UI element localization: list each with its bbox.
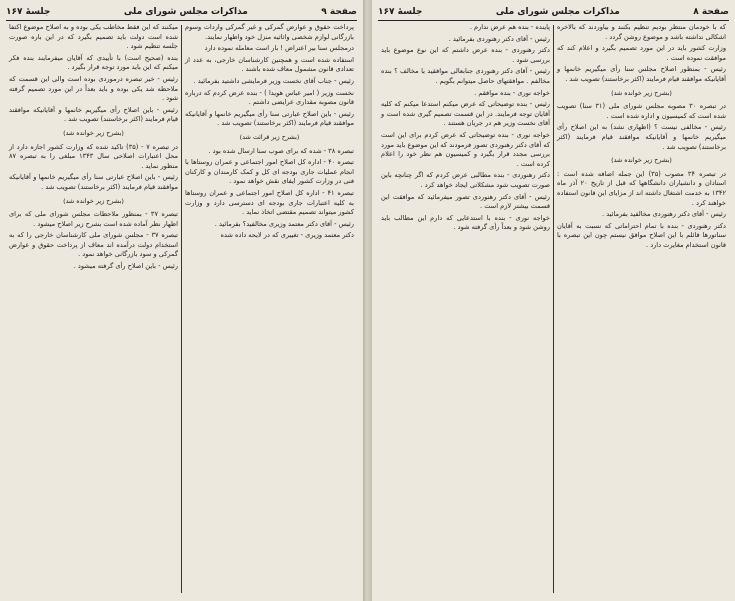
paragraph: رئیس - باین اصلاح عبارتی سنا رأی میگیریم خانمها و آقایانیکه موافقند قیام فرمایند (اکثر برخاستند) تصویب شد . xyxy=(185,109,354,128)
paragraph: رئیس - آقای دکتر رهنوردی تصور میفرمائید که موافقت این قسمت بیشتر لازم است . xyxy=(381,192,550,211)
paragraph: در تبصره ۳۴ مصوب (۳۵) این جمله اضافه شده است : استادان و دانشیاران دانشگاهها که قبل از تاریخ ۲۰ آذر ماه ۱۳۴۲ به خدمت اشتغال داشته اند از مزایای این قانون استفاده خواهند کرد . xyxy=(557,169,727,207)
left-page-number: صفحة ٩ xyxy=(321,7,357,17)
right-page-column-2 xyxy=(378,23,553,595)
column-divider xyxy=(181,25,182,593)
paragraph: دکتر رهنوردی - بنده با تمام احتراماتی که نسبت به آقایان سناتورها قائلم با این اصلاح موافق نیستم چون این تبصره با قانون استخدام مغایرت دارد . xyxy=(557,221,726,249)
paragraph: رئیس - آقای دکتر معتمد وزیری مخالفید؟ بفرمائید . xyxy=(214,219,354,228)
paragraph: خواجه نوری - بنده توضیحاتی که عرض کردم برای این است که آقای دکتر رهنوردی تصور فرمودند که این موضوع باید مورد بررسی مجدد قرار بگیرد و کمیسیون هم نظر خود را اعلام کرده است . xyxy=(381,130,550,168)
paragraph: استفاده شده است و همچنین کارشناسان خارجی، به عدد از تعدادی قانون مشمول معاف شده باشند . xyxy=(185,55,354,74)
paragraph: رئیس - آقای دکتر رهنوردی مخالفید بفرمائید . xyxy=(602,210,726,219)
paragraph: رئیس - بنده توضیحاتی که عرض میکنم استدعا میکنم که کلیه آقایان توجه فرمایند. در این قسمت تصمیم گیری شده است و آقای نخست وزیر هم در جریان هستند . xyxy=(381,100,550,128)
paragraph: دکتر معتمد وزیری - تغییری که در لایحه داده شده xyxy=(220,231,354,240)
paragraph: رئیس - آقای دکتر رهنوردی بفرمائید . xyxy=(448,34,550,43)
paragraph: رئیس - مخالفی نیست ؟ (اظهاری نشد) به این اصلاح رأی میگیریم خانمها و آقایانیکه موافقند قیام فرمایند (اکثر برخاستند) تصویب شد . xyxy=(557,123,726,151)
paragraph: دکتر رهنوردی - بنده مطالبی عرض کردم که اگر چنانچه باین صورت تصویب شود مشکلاتی ایجاد خواهد کرد . xyxy=(381,171,550,189)
paragraph: خواجه نوری - بنده با استدعایی که دارم این مطالب باید روشن شود و بعداً رأی گرفته شود . xyxy=(381,213,550,232)
paragraph: رئیس - آقای دکتر رهنوردی جنابعالی موافقید یا مخالف ؟ بنده مخالفم . موافقتهای حاصل میتوانم بگویم . xyxy=(381,67,550,85)
left-page-columns xyxy=(6,23,357,595)
left-page-column-1 xyxy=(182,23,357,595)
paragraph: رئیس - بمنظور اصلاح مجلس سنا رأی میگیریم خانمها و آقایانیکه موافقند قیام فرمایند (اکثر برخاستند) تصویب شد . xyxy=(557,65,726,83)
right-page-header xyxy=(378,4,729,21)
paragraph: خواجه نوری - بنده موافقم . xyxy=(474,88,550,97)
left-page-column-2 xyxy=(6,23,181,595)
paragraph: درمجلس سنا بیر اعتراض ! بار است معامله نموده دارد xyxy=(204,44,354,53)
paragraph: میکنند که این فقط مخاطب یکی بوده و به اصلاح موضوع اکتفا شده است دولت باید تصمیم بگیرد که در این باره صورت جلسه تنظیم شود . xyxy=(9,23,178,51)
paragraph: تبصره ۴۰ - اداره کل اصلاح امور اجتماعی و عمران روستاها با انجام عملیات جاری بودجه ای کل و کمک کارمندان و کارکنان فنی در وزارت کشور ایفای نقش خواهد نمود . xyxy=(185,158,355,186)
book-gutter xyxy=(363,0,372,601)
paragraph: دکتر رهنوردی - بنده عرض داشتم که این نوع موضوع باید بررسی شود . xyxy=(381,46,550,64)
right-page xyxy=(372,0,735,601)
paragraph: تبصره ۴۱ - اداره کل اصلاح امور اجتماعی و عمران روستاها به کلیه اعتبارات جاری بودجه ای دسترسی دارد و وزارت کشور میتواند تصمیم مقتضی اتخاذ نماید . xyxy=(185,188,354,217)
right-page-number: صفحة ٨ xyxy=(693,7,729,17)
left-page-header xyxy=(6,4,357,21)
paragraph: (بشرح زیر خوانده شد) xyxy=(63,196,124,205)
right-page-title: مذاکرات مجلس شورای ملی xyxy=(495,7,620,17)
paragraph: (بشرح زیر خوانده شد) xyxy=(63,128,124,137)
paragraph: بنده (صحیح است) با تأییدی که آقایان میفرمایند بنده فکر میکنم که این باید مورد توجه قرار بگیرد . xyxy=(9,53,178,72)
paragraph: رئیس - باین اصلاح رأی گرفته میشود . xyxy=(73,262,178,271)
paragraph: تبصره ۳۷ - مجلس شورای ملی کارشناسان خارجی را که به استخدام دولت درآمده اند معاف از پرداخت حقوق و عوارض گمرکی و سود بازرگانی خواهد نمود . xyxy=(9,231,179,259)
paragraph: پاینده - بنده هم عرض ندارم . xyxy=(469,23,550,31)
left-page-title: مذاکرات مجلس شورای ملی xyxy=(123,7,248,17)
paragraph: که با خودمان منتظر بودیم تنظیم بکنند و بیاوردند که بالاخره اشکالی نداشته باشد و موضوع روشن گردد . xyxy=(557,23,726,41)
paragraph: در تبصره ۳۰ مصوبه مجلس شورای ملی (۳۱ سنا) تصویب شده است که کمیسیون و اداره شده است . xyxy=(557,102,726,120)
paragraph: رئیس - باین اصلاح رأی میگیریم خانمها و آقایانیکه موافقند قیام فرمایند (اکثر برخاستند) تصویب شد . xyxy=(9,105,178,124)
right-page-session: جلسهٔ ۱۶۷ xyxy=(378,7,423,17)
paragraph: تبصره ۳۷ - بمنظور ملاحظات مجلس شورای ملی که برای اظهار نظر آماده شده است بشرح زیر اصلاح میشود . xyxy=(9,210,178,228)
paragraph: رئیس - خیر تبصره درموردی بوده است والی این قسمت که ملاحظه شد یکی بوده و باید بعداً در این مورد تصمیم گرفته شود . xyxy=(9,74,178,103)
paragraph: رئیس - باین اصلاح عبارتی سنا رأی میگیریم خانمها و آقایانیکه موافقند قیام فرمایند (اکثر برخاستند) تصویب شد . xyxy=(9,173,178,191)
paragraph: (بشرح زیر خوانده شد) xyxy=(611,88,672,97)
paragraph: در تبصره ۷ - (۳۵) تاکید شده که وزارت کشور اجازه دارد از محل اعتبارات اصلاحی سال ۱۳۴۳ مبلغی را به تبصره ۸۷ منظور نماید . xyxy=(9,142,178,170)
paragraph: پرداخت حقوق و عوارض گمرکی و غیر گمرکی واردات وسوم بازرگانی لوازم شخصی واثاثیه منزل خود واظهار نمایند. xyxy=(185,23,354,41)
right-page-column-1 xyxy=(554,23,729,595)
left-page-session: جلسهٔ ۱۶۷ xyxy=(6,7,51,17)
paragraph: (بشرح زیر قرائت شد) xyxy=(239,132,300,141)
right-page-columns xyxy=(378,23,729,595)
left-page xyxy=(0,0,363,601)
column-divider xyxy=(553,25,554,593)
paragraph: نخست وزیر ( امیر عباس هویدا ) - بنده عرض کردم که درباره قانون مصوبه مقداری عرایضی داشتم . xyxy=(185,88,354,107)
paragraph: (بشرح زیر خوانده شد) xyxy=(611,156,672,165)
paragraph: وزارت کشور باید در این مورد تصمیم بگیرد و اعلام کند که موافقت نموده است . xyxy=(557,44,726,62)
paragraph: رئیس - جناب آقای نخست وزیر فرمایشی داشتید بفرمائید . xyxy=(193,76,354,85)
paragraph: تبصره ۳۸ - شده که برای صوب سنا ارسال شده بود . xyxy=(208,146,354,155)
